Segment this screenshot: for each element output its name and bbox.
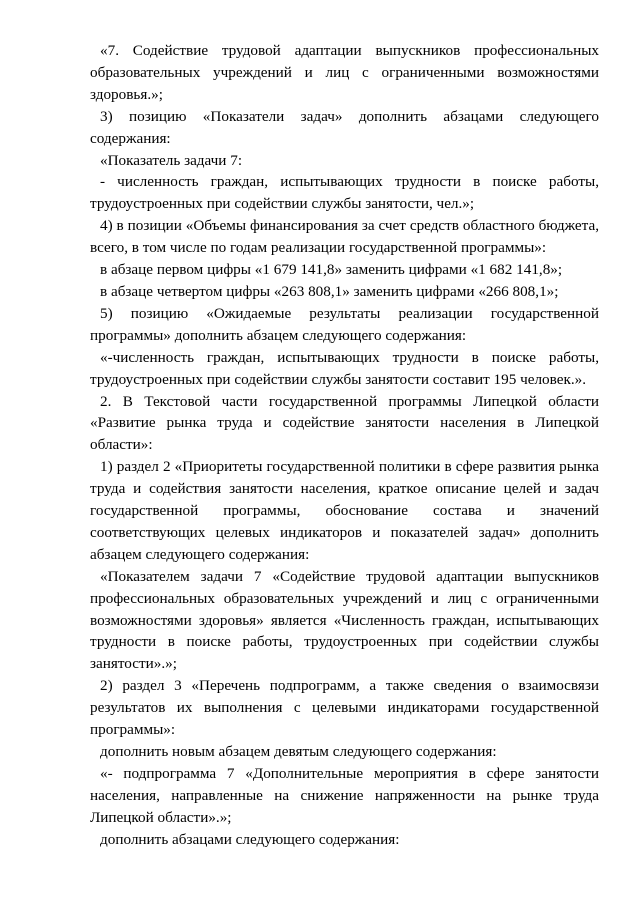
paragraph: 2. В Текстовой части государственной программы Липецкой области «Развитие рынка труда и содействие занятости населения в Липецкой области»: [90, 392, 599, 454]
paragraph: 2) раздел 3 «Перечень подпрограмм, а также сведения о взаимосвязи результатов их выполнения с целевыми индикаторами государственной программы»: [90, 677, 599, 739]
paragraph: - численность граждан, испытывающих трудности в поиске работы, трудоустроенных при содействии службы занятости, чел.»; [90, 173, 599, 213]
paragraph: «Показатель задачи 7: [100, 151, 243, 169]
paragraph: дополнить новым абзацем девятым следующего содержания: [100, 743, 497, 760]
paragraph: 4) в позиции «Объемы финансирования за счет средств областного бюджета, всего, в том числе по годам реализации государственной программы»: [90, 217, 599, 257]
paragraph: «Показателем задачи 7 «Содействие трудовой адаптации выпускников профессиональных образовательных учреждений и лиц с ограниченными возможностями здоровья» является «Численность граждан, испытывающих трудности в поиске работы, трудоустроенных при содействии службы занятости».»; [90, 567, 599, 673]
paragraph: в абзаце четвертом цифры «263 808,1» заменить цифрами «266 808,1»; [100, 282, 559, 300]
paragraph: «7. Содействие трудовой адаптации выпускников профессиональных образовательных учреждений и лиц с ограниченными возможностями здоровья.»; [90, 42, 599, 103]
paragraph: «-численность граждан, испытывающих трудности в поиске работы, трудоустроенных при содействии службы занятости составит 195 человек.». [90, 348, 599, 388]
paragraph: 1) раздел 2 «Приоритеты государственной политики в сфере развития рынка труда и содействия занятости населения, краткое описание целей и задач государственной программы, обоснование состава и значений соответствующих целевых индикаторов и показателей задач» дополнить абзацем следующего содержания: [90, 458, 599, 563]
paragraph: 3) позицию «Показатели задач» дополнить абзацами следующего содержания: [90, 107, 599, 147]
paragraph: в абзаце первом цифры «1 679 141,8» заменить цифрами «1 682 141,8»; [100, 261, 563, 279]
paragraph: 5) позицию «Ожидаемые результаты реализации государственной программы» дополнить абзацем следующего содержания: [90, 304, 599, 344]
paragraph: «- подпрограмма 7 «Дополнительные мероприятия в сфере занятости населения, направленные на снижение напряженности на рынке труда Липецкой области».»; [90, 764, 599, 826]
paragraph: дополнить абзацами следующего содержания: [100, 830, 400, 848]
